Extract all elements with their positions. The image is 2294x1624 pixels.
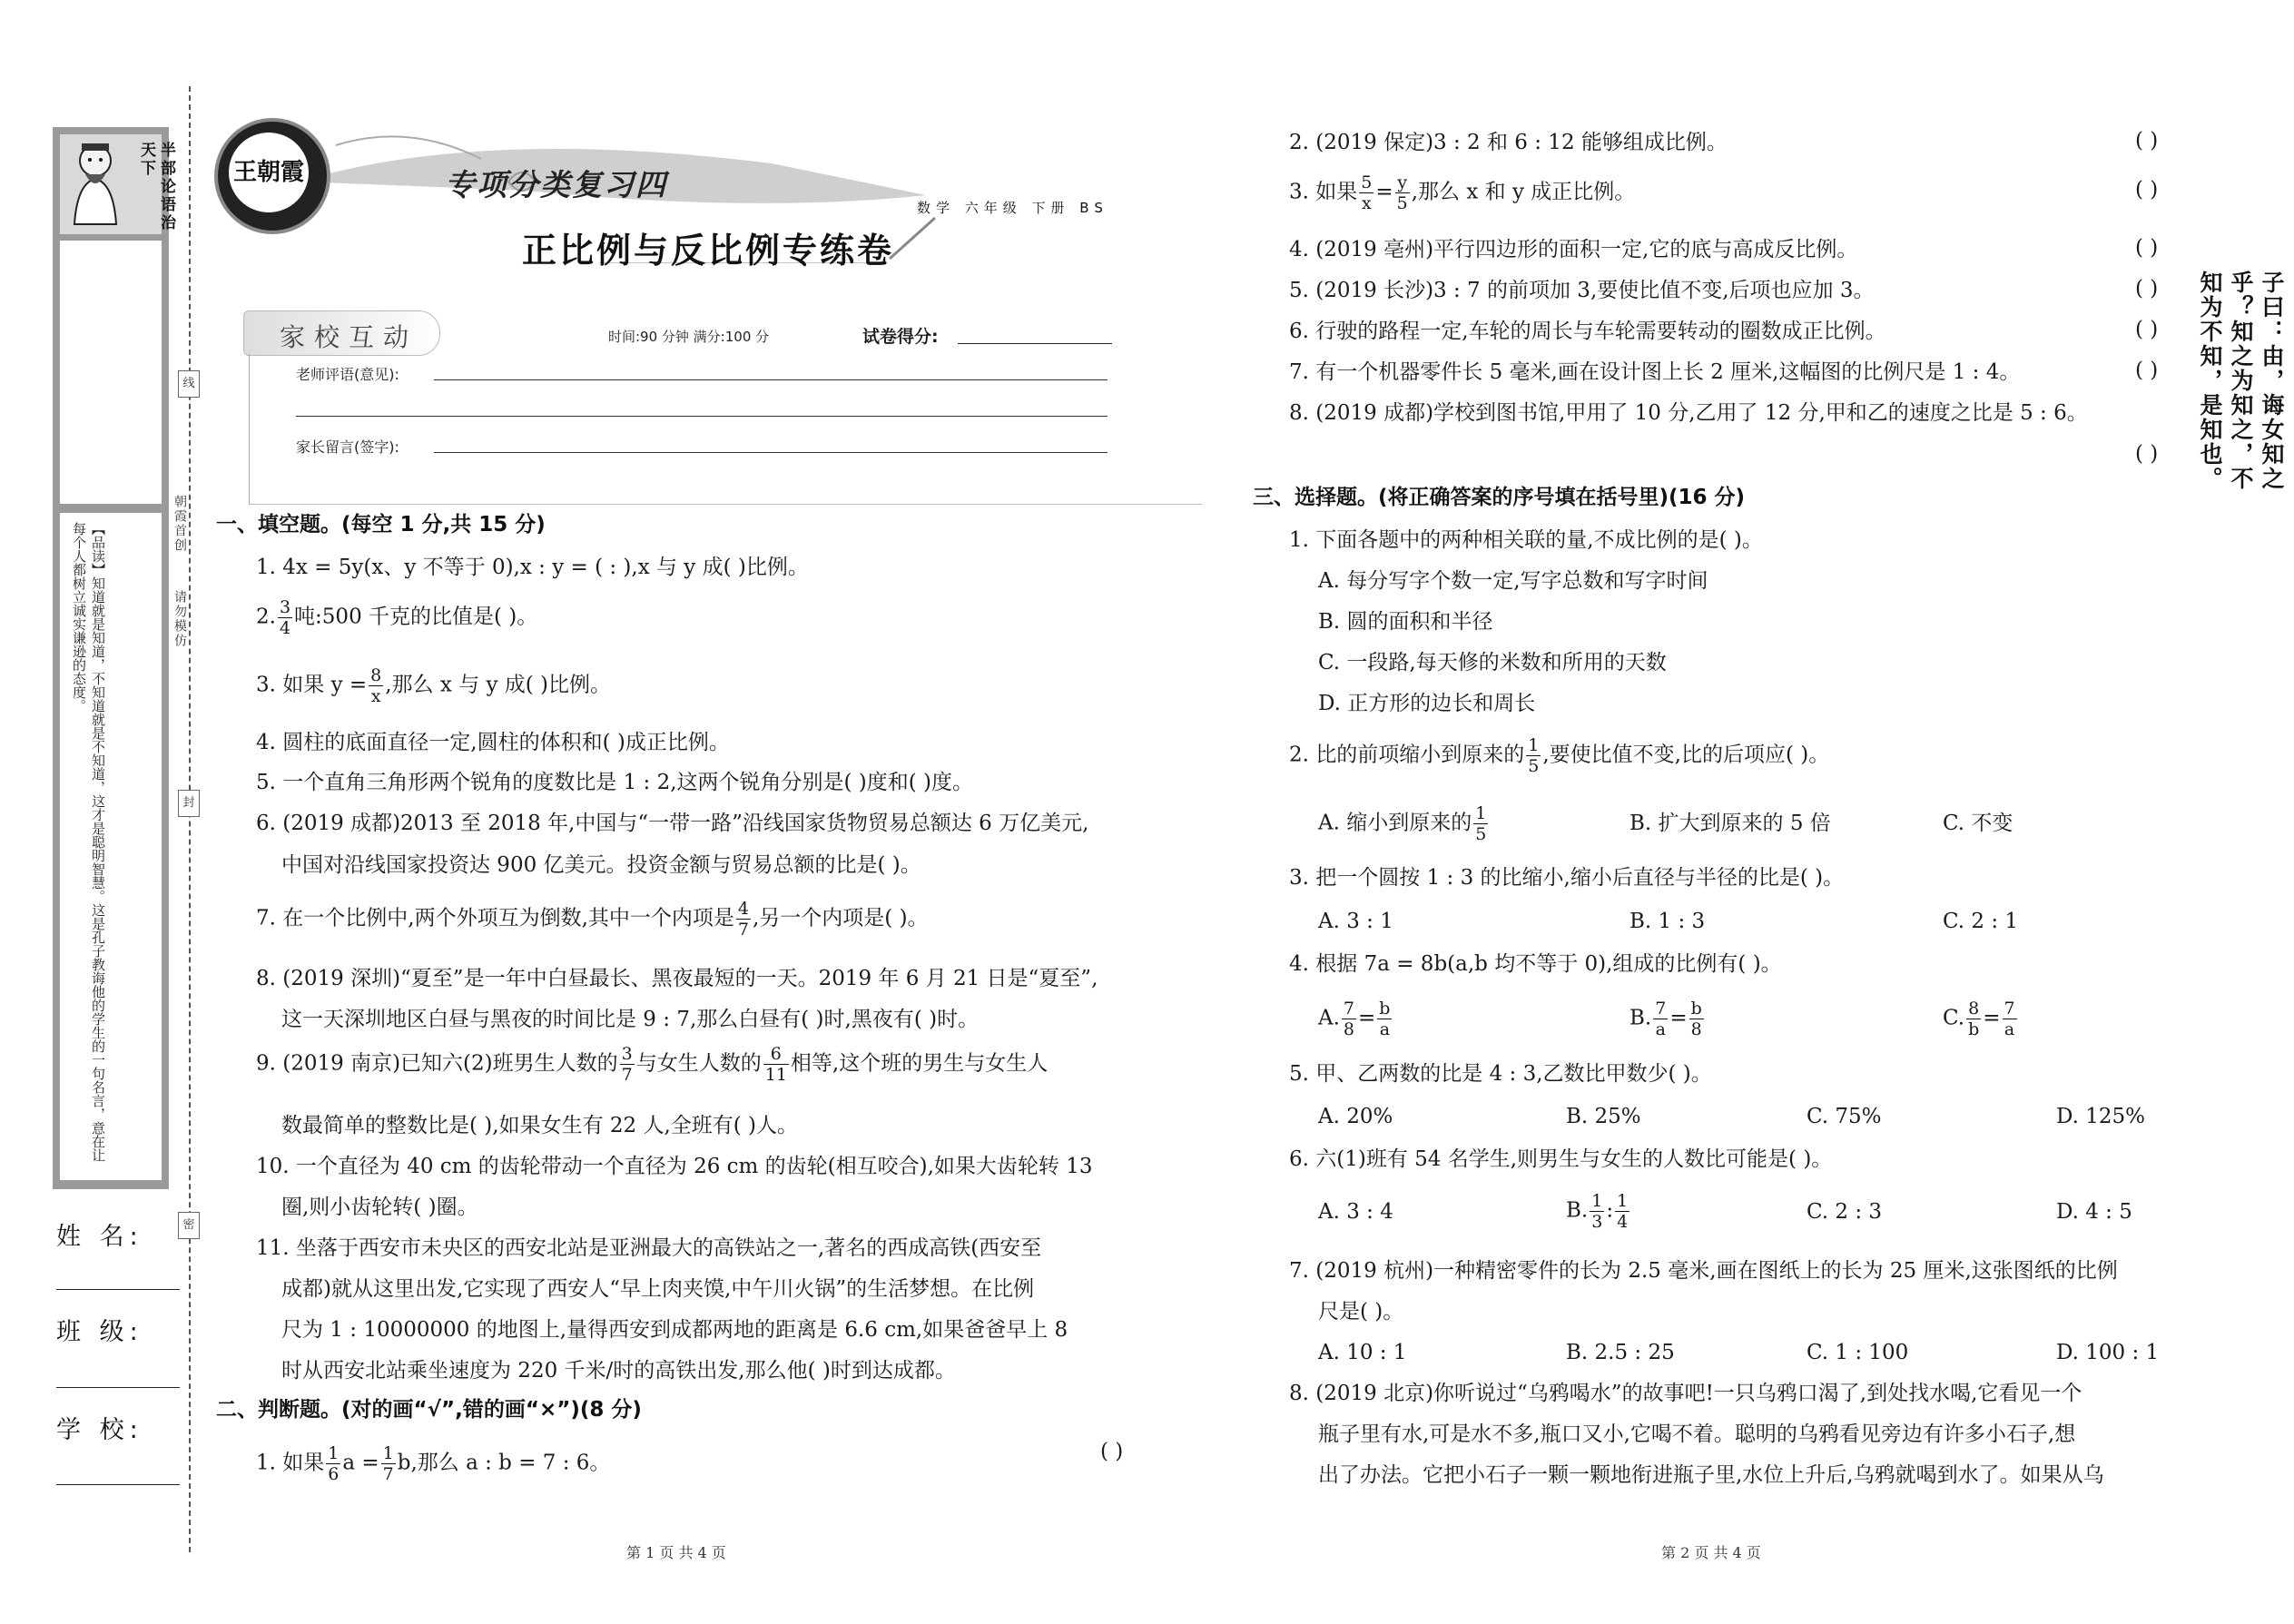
- judge-q4: 4. (2019 亳州)平行四边形的面积一定,它的底与高成反比例。: [1289, 238, 1858, 261]
- interaction-banner-text: 家校互动: [280, 322, 418, 352]
- choice-q7-option-a[interactable]: A. 10 : 1: [1318, 1341, 1407, 1364]
- choice-q3-option-c[interactable]: C. 2 : 1: [1943, 910, 2019, 933]
- choice-q6-option-a[interactable]: A. 3 : 4: [1318, 1200, 1393, 1224]
- fill-q8-line2: 这一天深圳地区白昼与黑夜的时间比是 9 : 7,那么白昼有( )时,黑夜有( )时。: [281, 1008, 980, 1031]
- judge-q6-answer[interactable]: ( ): [2135, 318, 2159, 341]
- judge-q6: 6. 行驶的路程一定,车轮的周长与车轮需要转动的圈数成正比例。: [1289, 320, 1886, 343]
- fill-q3: 3. 如果 y = $\frac{8}{x}$ ,那么 x 与 y 成( )比例。: [256, 665, 612, 706]
- fill-q5: 5. 一个直角三角形两个锐角的度数比是 1 : 2,这两个锐角分别是( )度和( )度。: [256, 771, 974, 794]
- fill-q7: 7. 在一个比例中,两个外项互为倒数,其中一个内项是 $\frac{4}{7}$ ,另一个内项是( )。: [256, 899, 929, 940]
- page-number-right: 第 2 页 共 4 页: [1661, 1544, 1761, 1561]
- judge-q8: 8. (2019 成都)学校到图书馆,甲用了 10 分,乙用了 12 分,甲和乙的速度之比是 5 : 6。: [1289, 401, 2088, 425]
- teacher-comment-line-2[interactable]: [296, 416, 1108, 417]
- choice-q7-option-c[interactable]: C. 1 : 100: [1807, 1341, 1909, 1364]
- reading-text: 【品读】知道就是知道，不知道就是不知道，这才是聪明智慧。这是孔子教诲他的学生的一句名言，意在让每个人都树立诚实谦逊的态度。: [71, 522, 106, 1162]
- page-number-left: 第 1 页 共 4 页: [626, 1544, 726, 1561]
- sub-title: 专项分类复习四: [445, 167, 667, 202]
- teacher-comment-line[interactable]: [434, 379, 1108, 380]
- analects-quote: 子曰：由，诲女知之乎？知之为知之，不知为不知，是知也。: [2197, 271, 2285, 491]
- fill-q9-line1: 9. (2019 南京)已知六(2)班男生人数的 $\frac{3}{7}$ 与女生人数的 $\frac{6}{11}$ 相等,这个班的男生与女生人: [256, 1044, 1049, 1085]
- score-label: 试卷得分:: [862, 327, 939, 347]
- parent-comment-line[interactable]: [434, 452, 1108, 453]
- choice-q4: 4. 根据 7a = 8b(a,b 均不等于 0),组成的比例有( )。: [1289, 952, 1782, 976]
- choice-q3-option-a[interactable]: A. 3 : 1: [1318, 910, 1393, 933]
- choice-q6-option-c[interactable]: C. 2 : 3: [1807, 1200, 1883, 1224]
- choice-q6-option-d[interactable]: D. 4 : 5: [2056, 1200, 2132, 1224]
- choice-q7-line2: 尺是( )。: [1318, 1300, 1404, 1324]
- fill-q4: 4. 圆柱的底面直径一定,圆柱的体积和( )成正比例。: [256, 731, 730, 754]
- choice-q7-option-b[interactable]: B. 2.5 : 25: [1566, 1341, 1675, 1364]
- class-label: 班 级:: [56, 1318, 143, 1346]
- judge-q3: 3. 如果 $\frac{5}{x}$ = $\frac{y}{5}$ ,那么 x 和 y 成正比例。: [1289, 172, 1636, 213]
- judge-q1-answer[interactable]: ( ): [1100, 1440, 1124, 1463]
- judge-q5-answer[interactable]: ( ): [2135, 277, 2159, 300]
- choice-q4-option-a[interactable]: A. $\frac{7}{8}$ = $\frac{b}{a}$: [1318, 999, 1391, 1039]
- page-title: 正比例与反比例专练卷: [522, 230, 895, 271]
- choice-q4-option-c[interactable]: C. $\frac{8}{b}$ = $\frac{7}{a}$: [1943, 999, 2015, 1039]
- fill-q1: 1. 4x = 5y(x、y 不等于 0),x : y = ( : ),x 与 y 成( )比例。: [256, 556, 809, 579]
- judge-q2: 2. (2019 保定)3 : 2 和 6 : 12 能够组成比例。: [1289, 131, 1728, 154]
- fill-q8-line1: 8. (2019 深圳)“夏至”是一年中白昼最长、黑夜最短的一天。2019 年 6 月 21 日是“夏至”,: [256, 967, 1098, 990]
- choice-q3-option-b[interactable]: B. 1 : 3: [1629, 910, 1706, 933]
- choice-q1: 1. 下面各题中的两种相关联的量,不成比例的是( )。: [1289, 528, 1763, 552]
- choice-q8-line3: 出了办法。它把小石子一颗一颗地衔进瓶子里,水位上升后,乌鸦就喝到水了。如果从乌: [1318, 1463, 2104, 1487]
- judge-q4-answer[interactable]: ( ): [2135, 236, 2159, 260]
- exam-info: 时间:90 分钟 满分:100 分: [608, 329, 770, 345]
- choice-q2: 2. 比的前项缩小到原来的 $\frac{1}{5}$ ,要使比值不变,比的后项应( )。: [1289, 735, 1830, 776]
- side-note-1: 朝霞首创: [172, 495, 187, 553]
- fill-q11-line2: 成都)就从这里出发,它实现了西安人“早上肉夹馍,中午川火锅”的生活梦想。在比例: [281, 1277, 1035, 1301]
- school-line[interactable]: [56, 1484, 180, 1485]
- name-line[interactable]: [56, 1289, 180, 1290]
- cut-mark-xian: 线: [178, 370, 200, 398]
- comment-frame-left: [249, 354, 250, 504]
- choice-q5-option-b[interactable]: B. 25%: [1566, 1105, 1641, 1128]
- choice-q7-line1: 7. (2019 杭州)一种精密零件的长为 2.5 毫米,画在图纸上的长为 25 厘米,这张图纸的比例: [1289, 1259, 2118, 1283]
- choice-q2-option-b[interactable]: B. 扩大到原来的 5 倍: [1629, 812, 1831, 835]
- cut-line: [189, 86, 191, 1552]
- choice-q6-option-b[interactable]: B. $\frac{1}{3}$ : $\frac{1}{4}$: [1566, 1191, 1629, 1232]
- cut-mark-mi: 密: [178, 1212, 200, 1239]
- quote-box: [60, 241, 162, 504]
- choice-q2-option-c[interactable]: C. 不变: [1943, 812, 2013, 835]
- fill-q11-line1: 11. 坐落于西安市未央区的西安北站是亚洲最大的高铁站之一,著名的西成高铁(西安至: [256, 1236, 1042, 1260]
- confucius-mascot-icon: [64, 138, 127, 229]
- choice-q1-option-d[interactable]: D. 正方形的边长和周长: [1318, 692, 1536, 715]
- name-label: 姓 名:: [56, 1223, 143, 1251]
- choice-q3: 3. 把一个圆按 1 : 3 的比缩小,缩小后直径与半径的比是( )。: [1289, 866, 1845, 890]
- cut-mark-feng: 封: [178, 790, 200, 817]
- section3-heading: 三、选择题。(将正确答案的序号填在括号里)(16 分): [1253, 486, 1746, 509]
- choice-q7-option-d[interactable]: D. 100 : 1: [2056, 1341, 2160, 1364]
- fill-q6-line2: 中国对沿线国家投资达 900 亿美元。投资金额与贸易总额的比是( )。: [281, 853, 921, 877]
- judge-q8-answer[interactable]: ( ): [2135, 442, 2159, 466]
- choice-q1-option-c[interactable]: C. 一段路,每天修的米数和所用的天数: [1318, 651, 1667, 674]
- logo-text: 王朝霞: [229, 133, 309, 212]
- judge-q7-answer[interactable]: ( ): [2135, 359, 2159, 382]
- fill-q6-line1: 6. (2019 成都)2013 至 2018 年,中国与“一带一路”沿线国家货物贸易总额达 6 万亿美元,: [256, 812, 1089, 835]
- choice-q8-line1: 8. (2019 北京)你听说过“乌鸦喝水”的故事吧!一只乌鸦口渴了,到处找水喝,它看见一个: [1289, 1382, 2082, 1405]
- choice-q5-option-c[interactable]: C. 75%: [1807, 1105, 1882, 1128]
- judge-q2-answer[interactable]: ( ): [2135, 129, 2159, 153]
- judge-q5: 5. (2019 长沙)3 : 7 的前项加 3,要使比值不变,后项也应加 3。: [1289, 279, 1875, 302]
- side-note-2: 请勿模仿: [172, 590, 187, 648]
- choice-q4-option-b[interactable]: B. $\frac{7}{a}$ = $\frac{b}{8}$: [1629, 999, 1702, 1039]
- fill-q11-line4: 时从西安北站乘坐速度为 220 千米/时的高铁出发,那么他( )时到达成都。: [281, 1359, 956, 1383]
- judge-q3-answer[interactable]: ( ): [2135, 178, 2159, 202]
- judge-q7: 7. 有一个机器零件长 5 毫米,画在设计图上长 2 厘米,这幅图的比例尺是 1 : 4。: [1289, 360, 2021, 384]
- score-field[interactable]: [958, 343, 1112, 344]
- choice-q5-option-d[interactable]: D. 125%: [2056, 1105, 2145, 1128]
- choice-q5: 5. 甲、乙两数的比是 4 : 3,乙数比甲数少( )。: [1289, 1062, 1712, 1086]
- fill-q2: 2. $\frac{3}{4}$ 吨:500 千克的比值是( )。: [256, 597, 538, 638]
- teacher-comment-label: 老师评语(意见):: [296, 366, 399, 383]
- judge-q1: 1. 如果 $\frac{1}{6}$ a = $\frac{1}{7}$ b,那么 a : b = 7 : 6。: [256, 1443, 611, 1484]
- choice-q6: 6. 六(1)班有 54 名学生,则男生与女生的人数比可能是( )。: [1289, 1147, 1833, 1171]
- fill-q9-line2: 数最简单的整数比是( ),如果女生有 22 人,全班有( )人。: [281, 1114, 799, 1137]
- section1-heading: 一、填空题。(每空 1 分,共 15 分): [216, 513, 546, 536]
- comment-frame-bottom: [249, 504, 1202, 505]
- grade-info: 数学 六年级 下册 BS: [917, 200, 1108, 216]
- fill-q11-line3: 尺为 1 : 10000000 的地图上,量得西安到成都两地的距离是 6.6 cm,如果爸爸早上 8: [281, 1318, 1068, 1342]
- fill-q10-line1: 10. 一个直径为 40 cm 的齿轮带动一个直径为 26 cm 的齿轮(相互咬合),如果大齿轮转 13: [256, 1155, 1093, 1178]
- class-line[interactable]: [56, 1387, 180, 1388]
- section2-heading: 二、判断题。(对的画“√”,错的画“×”)(8 分): [216, 1398, 642, 1422]
- fill-q10-line2: 圈,则小齿轮转( )圈。: [281, 1196, 478, 1219]
- choice-q1-option-a[interactable]: A. 每分写字个数一定,写字总数和写字时间: [1318, 569, 1708, 593]
- parent-comment-label: 家长留言(签字):: [296, 438, 399, 456]
- school-label: 学 校:: [56, 1416, 143, 1444]
- choice-q5-option-a[interactable]: A. 20%: [1318, 1105, 1393, 1128]
- choice-q1-option-b[interactable]: B. 圆的面积和半径: [1318, 610, 1493, 634]
- choice-q8-line2: 瓶子里有水,可是水不多,瓶口又小,它喝不着。聪明的乌鸦看见旁边有许多小石子,想: [1318, 1422, 2076, 1446]
- choice-q2-option-a[interactable]: A. 缩小到原来的 $\frac{1}{5}$: [1318, 803, 1487, 844]
- strip-title: 半部论语治天下: [137, 142, 175, 232]
